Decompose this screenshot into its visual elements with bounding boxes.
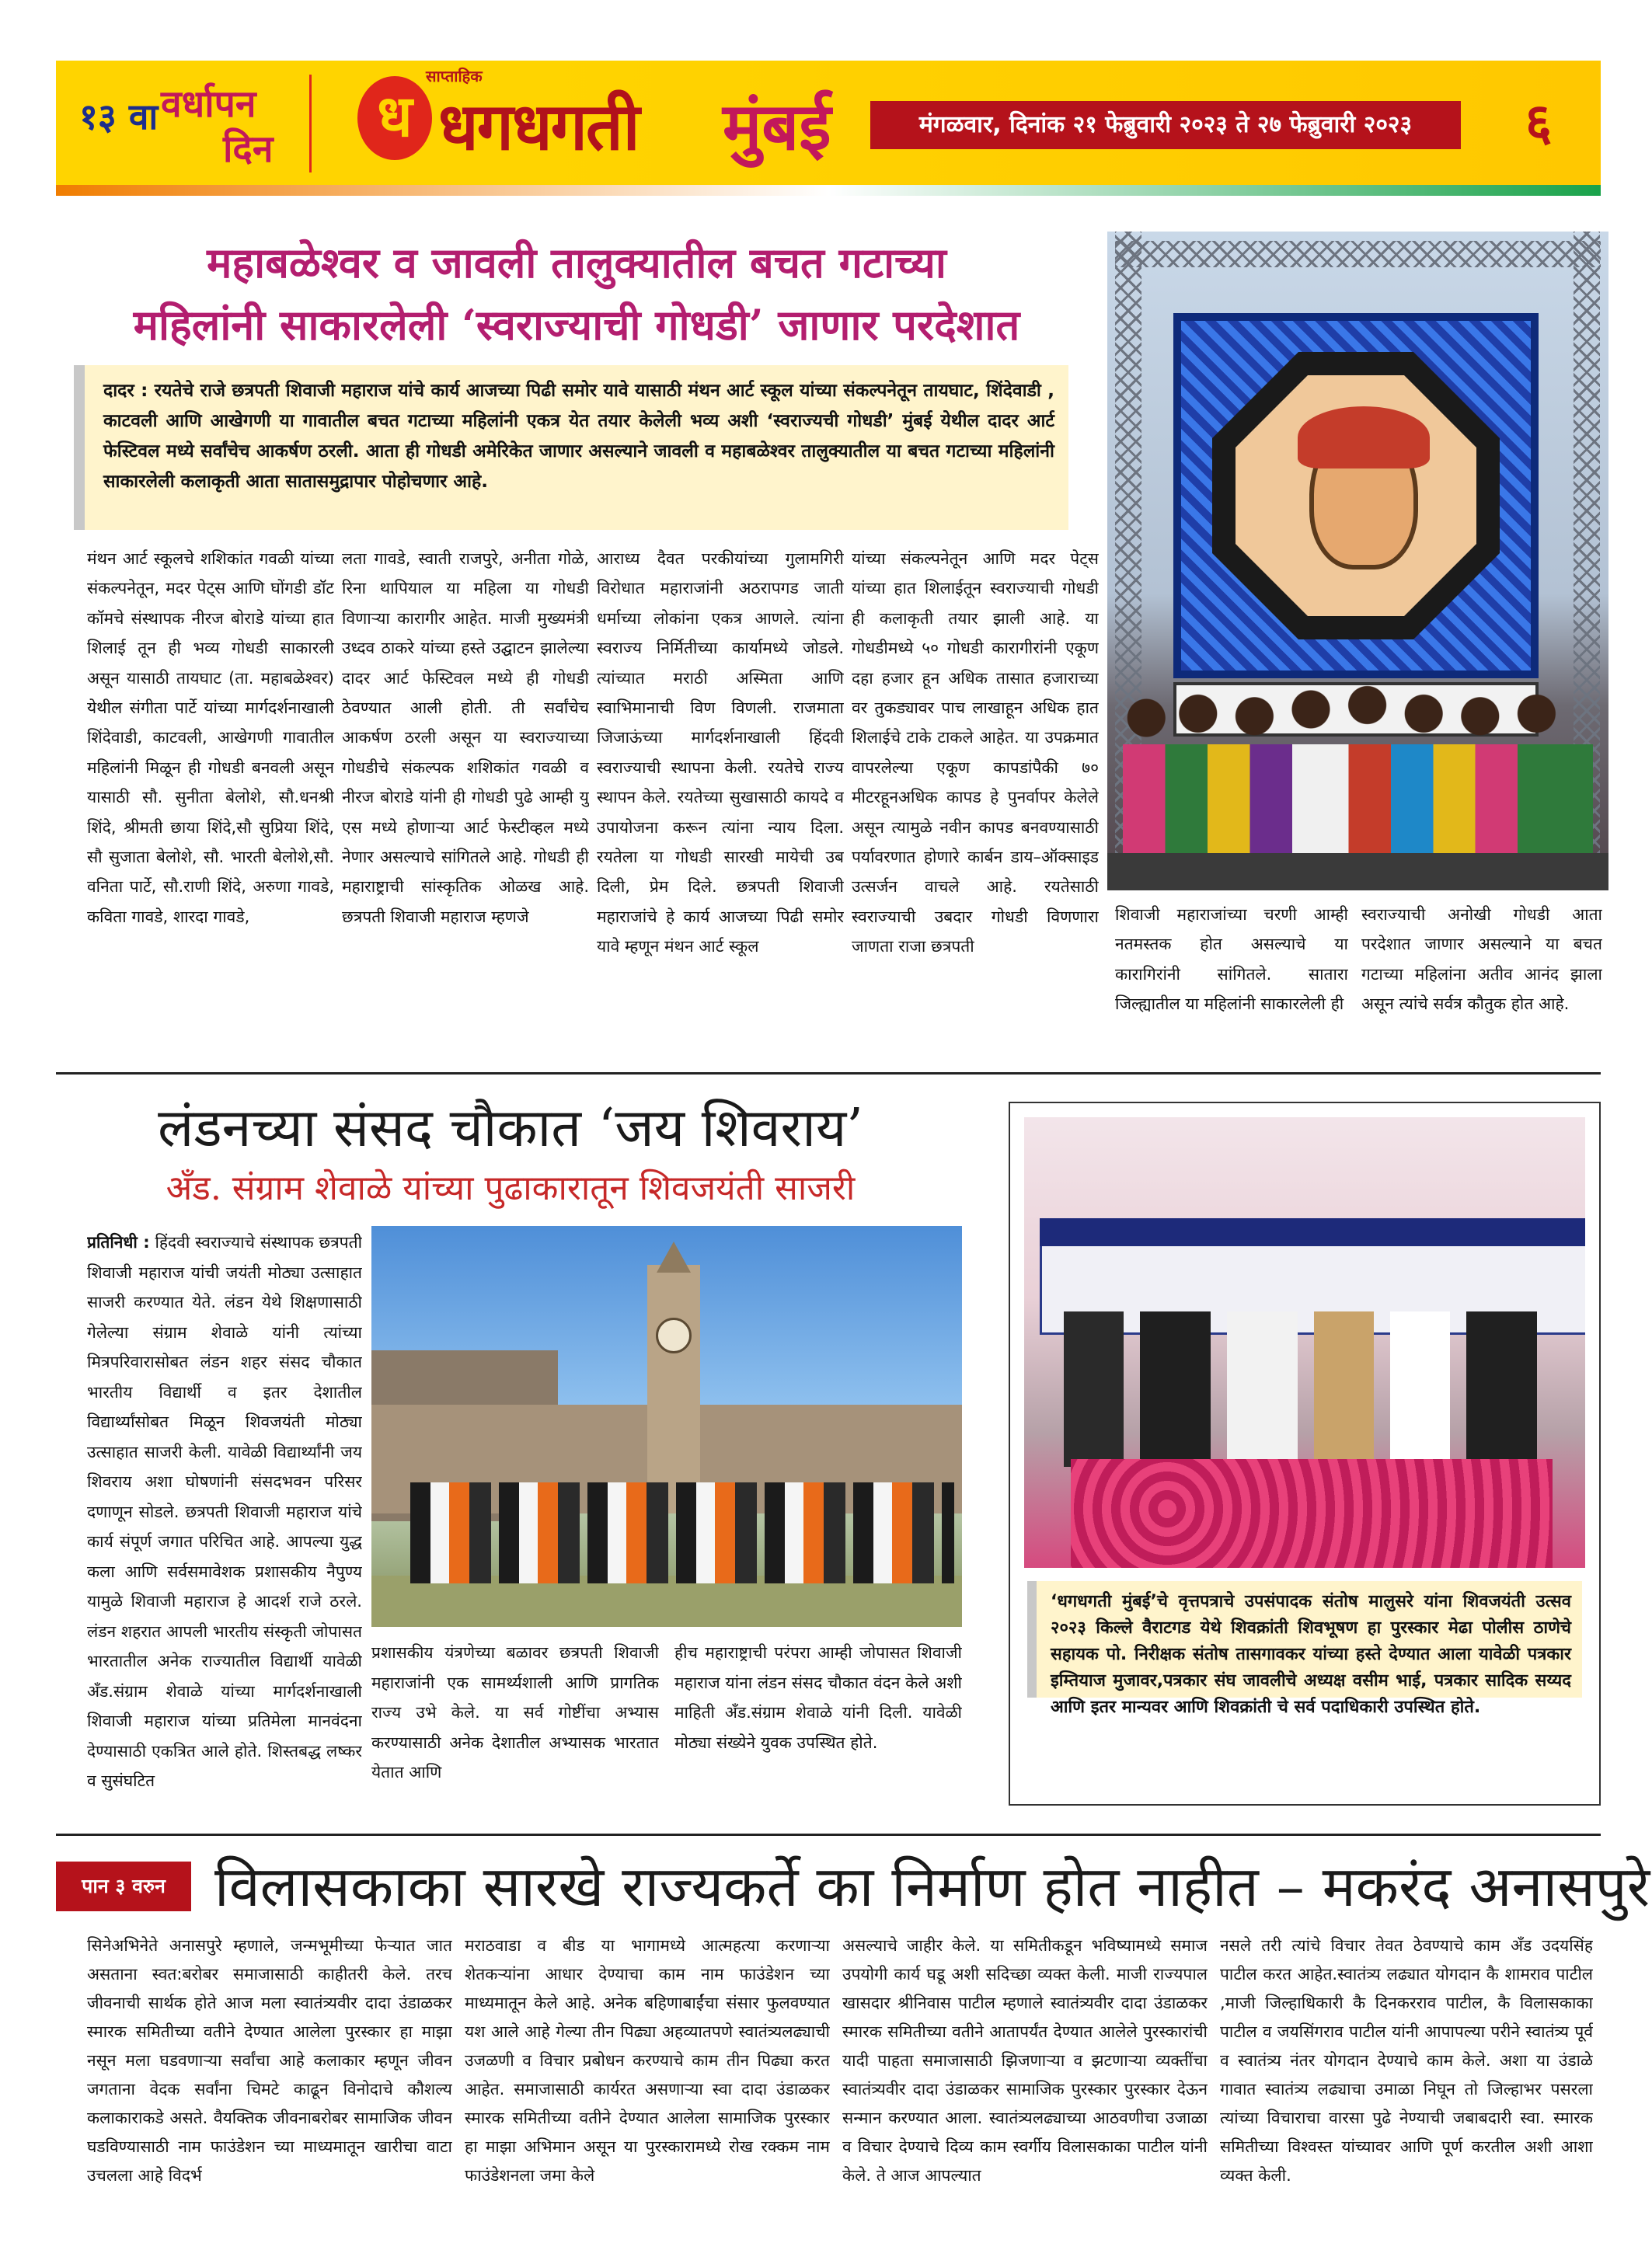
story1-intro: दादर : रयतेचे राजे छत्रपती शिवाजी महाराज यांचे कार्य आजच्या पिढी समोर यावे यासाठी मंथन आर्ट स्कूल यांच्या संकल्पनेतून तायघाट, शिंदेवाडी , काटवली आणि आखेगणी या गावातील बचत गटाच्या महिलांनी एकत्र येत तयार केलेली भव्य अशी ‘स्वराज्यची गोधडी’ मुंबई येथील दादर आर्ट फेस्टिवल मध्ये सर्वांचेच आकर्षण ठरली. आता ही गोधडी अमेरिकेत जाणार असल्याने जावली व महाबळेश्वर तालुक्यातील या बचत गटाच्या महिलांनी साकारलेली कलाकृती आता सातासमुद्रापार पोहोचणार आहे.: [74, 365, 1068, 530]
logo-city: मुंबई: [723, 88, 831, 165]
section-divider: [56, 1072, 1601, 1075]
logo-tagline: साप्ताहिक: [426, 67, 483, 85]
anniversary-number: १३ वा: [79, 96, 159, 138]
stage-floor: [1107, 853, 1608, 890]
story1-headline: [56, 232, 1097, 356]
continued-tag: पान ३ वरुन: [56, 1862, 191, 1911]
quilt-octagon: [1212, 352, 1500, 639]
big-ben-tower: [647, 1265, 700, 1513]
story1-column-2: लता गावडे, स्वाती राजपुरे, अनीता गोळे, रिना थापियाल या महिला या गोधडी विणाऱ्या कारागीर आहेत. माजी मुख्यमंत्री उध्दव ठाकरे यांच्या हस्ते उद्घाटन झालेल्या दादर आर्ट फेस्टिवल मध्ये ही गोधडी ठेवण्यात आली होती. ती सर्वांचेच आकर्षण ठरली असून या स्वराज्याच्या गोधडीचे संकल्पक शशिकांत गवळी व नीरज बोराडे यांनी ही गोधडी पुढे आम्ही यु एस मध्ये होणाऱ्या आर्ट फेस्टीव्हल मध्ये नेणार असल्याचे सांगितले आहे. गोधडी ही महाराष्ट्राची सांस्कृतिक ओळख आहे. छत्रपती शिवाजी महाराज म्हणजे: [342, 549, 589, 926]
masthead-divider: [309, 75, 312, 172]
tower-spire: [657, 1242, 691, 1273]
story2-headline: लंडनच्या संसद चौकात ‘जय शिवराय’: [158, 1098, 863, 1159]
story3-column-3: असल्याचे जाहीर केले. या समितीकडून भविष्यामध्ये समाज उपयोगी कार्य घडू अशी सदिच्छा व्यक्त केली. माजी राज्यपाल खासदार श्रीनिवास पाटील म्हणाले स्वातंत्र्यवीर दादा उंडाळकर स्मारक समितीच्या वतीने आतापर्यंत देण्यात आलेले पुरस्कारांची यादी पाहता समाजासाठी झिजणाऱ्या व झटणाऱ्या व्यक्तींचा स्वातंत्र्यवीर दादा उंडाळकर सामाजिक पुरस्कार पुरस्कार देऊन सन्मान करण्यात आला. स्वातंत्र्यलढ्याच्या आठवणीचा उजाळा व विचार देण्याचे दिव्य काम स्वर्गीय विलासकाका पाटील यांनी केले. ते आज आपल्यात: [842, 1936, 1208, 2185]
story3-headline: विलासकाका सारखे राज्यकर्ते का निर्माण होत नाहीत – मकरंद अनासपुरे: [214, 1854, 1650, 1919]
newspaper-logo: [357, 65, 855, 179]
story1-tail-column-2: स्वराज्याची अनोखी गोधडी आता परदेशात जाणार असल्याने या बचत गटाच्या महिलांना अतीव आनंद झाला असून त्यांचे सर्वत्र कौतुक होत आहे.: [1361, 905, 1602, 1014]
anniversary-badge: [71, 75, 305, 174]
story1-column-1: मंथन आर्ट स्कूलचे शशिकांत गवळी यांच्या संकल्पनेतून, मदर पेट्स आणि घोंगडी डॉट कॉमचे संस्थापक नीरज बोराडे यांच्या हात शिलाई तून ही भव्य गोधडी साकारली असून यासाठी तायघाट (ता. महाबळेश्वर) येथील संगीता पार्टे यांच्या मार्गदर्शनाखाली शिंदेवाडी, काटवली, आखेगणी गावातील महिलांनी मिळून ही गोधडी बनवली असून यासाठी सौ. सुनीता बेलोशे, सौ.धनश्री शिंदे, श्रीमती छाया शिंदे,सौ सुप्रिया शिंदे, सौ सुजाता बेलोशे, सौ. भारती बेलोशे,सौ. वनिता पार्टे, सौ.राणी शिंदे, अरुणा गावडे, कविता गावडे, शारदा गावडे,: [87, 549, 334, 926]
story2-subheadline: अँड. संग्राम शेवाळे यांच्या पुढाकारातून शिवजयंती साजरी: [166, 1169, 856, 1208]
women-group-heads: [1123, 667, 1593, 752]
banner-title-strip: [1040, 1218, 1585, 1246]
story1-column-3: आराध्य दैवत परकीयांच्या गुलामगिरी विरोधात महाराजांनी अठरापगड जाती धर्माच्या लोकांना एकत्र आणले. त्यांना स्वराज्य निर्मितीच्या कार्यामध्ये जोडले. त्यांच्यात मराठी अस्मिता आणि स्वाभिमानाची विण विणली. राजमाता जिजाऊंच्या मार्गदर्शनाखाली हिंदवी स्वराज्याची स्थापना केली. रयतेचे राज्य स्थापन केले. रयतेच्या सुखासाठी कायदे व उपायोजना करून त्यांना न्याय दिला. रयतेला या गोधडी सारखी मायेची उब दिली, प्रेम दिले. छत्रपती शिवाजी महाराजांचे हे कार्य आजच्या पिढी समोर यावे म्हणून मंथन आर्ट स्कूल: [597, 549, 844, 956]
story3-column-1: सिनेअभिनेते अनासपुरे म्हणाले, जन्मभूमीच्या फेऱ्यात जात असताना स्वत:बरोबर समाजासाठी काहीतरी केले. तरच जीवनाची सार्थक होते आज मला स्वातंत्र्यवीर दादा उंडाळकर स्मारक समितीच्या वतीने देण्यात आलेला पुरस्कार हा माझा नसून मला घडवणाऱ्या सर्वांचा आहे कलाकार म्हणून जीवन जगताना वेदक सर्वांना चिमटे काढून विनोदाचे कौशल्य कलाकाराकडे असते. वैयक्तिक जीवनाबरोबर सामाजिक जीवन घडविण्यासाठी नाम फाउंडेशन च्या माध्यमातून खारीचा वाटा उचलला आहे विदर्भ: [87, 1936, 452, 2185]
story1-column-4: यांच्या संकल्पनेतून आणि मदर पेट्स यांच्या हात शिलाईतून स्वराज्याची गोधडी ही कलाकृती तयार झाली आहे. या गोधडीमध्ये ५० गोधडी कारागीरांनी एकूण दहा हजार हून अधिक तासात हजाराच्या वर तुकड्यावर पाच लाखाहून अधिक हात शिलाईचे टाके टाकले आहेत. या उपक्रमात वापरलेल्या एकूण कापडांपैकी ७० मीटरहूनअधिक कापड हे पुनर्वापर केलेले असून त्यामुळे नवीन कापड बनवण्यासाठी पर्यावरणात होणारे कार्बन डाय–ऑक्साइड उत्सर्जन वाचले आहे. रयतेसाठी स्वराज्याची उबदार गोधडी विणणारा जाणता राजा छत्रपती: [852, 549, 1099, 956]
award-caption: ‘धगधगती मुंबई’चे वृत्तपत्राचे उपसंपादक संतोष मालुसरे यांना शिवजयंती उत्सव २०२३ किल्ले वैराटगड येथे शिवक्रांती शिवभूषण हा पुरस्कार मेढा पोलीस ठाणेचे सहायक पो. निरीक्षक संतोष तासगावकर यांच्या हस्ते देण्यात आला यावेळी पत्रकार इम्तियाज मुजावर,पत्रकार संघ जावलीचे अध्यक्ष वसीम भाई, पत्रकार सादिक सय्यद आणि इतर मान्यवर आणि शिवक्रांती चे सर्व पदाधिकारी उपस्थित होते.: [1027, 1581, 1582, 1698]
issue-date: मंगळवार, दिनांक २१ फेब्रुवारी २०२३ ते २७ फेब्रुवारी २०२३: [870, 101, 1461, 149]
story2-column-2: प्रशासकीय यंत्रणेच्या बळावर छत्रपती शिवाजी महाराजांनी एक सामर्थ्यशाली आणि प्रागतिक राज्य उभे केले. या सर्व गोष्टींचा अभ्यास करण्यासाठी अनेक देशातील अभ्यासक भारतात येतात आणि: [371, 1643, 659, 1782]
story1-tail-column-1: शिवाजी महाराजांच्या चरणी आम्ही नतमस्तक होत असल्याचे या कारागिरांनी सांगितले. सातारा जिल्ह्यातील या महिलांनी साकारलेली ही: [1115, 905, 1348, 1014]
women-group-sarees: [1123, 744, 1593, 861]
swarajya-quilt: [1173, 313, 1539, 678]
stage-truss-top: [1115, 241, 1601, 267]
clock-icon: [656, 1318, 692, 1353]
story2-dateline: प्रतिनिधी :: [87, 1233, 150, 1252]
floral-table-cloth: [1071, 1459, 1553, 1568]
logo-letter-badge: ध: [357, 76, 432, 160]
quilt-portrait-panel: [1236, 375, 1476, 616]
story2-column-3: हीच महाराष्ट्राची परंपरा आम्ही जोपासत शिवाजी महाराज यांना लंडन संसद चौकात वंदन केले अशी माहिती अँड.संग्राम शेवाळे यांनी दिली. यावेळी मोठ्या संख्येने युवक उपस्थित होते.: [674, 1643, 962, 1752]
quilt-exhibition-photo: [1107, 232, 1608, 890]
story1-headline-line2: महिलांनी साकारलेली ‘स्वराज्याची गोधडी’ जाणार परदेशात: [133, 300, 1020, 350]
section-divider-2: [56, 1834, 1601, 1836]
tricolor-stripe: [56, 185, 1601, 196]
logo-name: धगधगती: [438, 88, 639, 165]
students-group: [410, 1482, 954, 1583]
story2-column-1: [87, 1228, 362, 1818]
story3-column-2: मराठवाडा व बीड या भागामध्ये आत्महत्या करणाऱ्या शेतकऱ्यांना आधार देण्याचा काम नाम फाउंडेशन च्या माध्यमातून केले आहे. अनेक बहिणाबाईंचा संसार फुलवण्यात यश आले आहे गेल्या तीन पिढ्या अहव्यातपणे स्वातंत्र्यलढ्याची उजळणी व विचार प्रबोधन करण्याचे काम तीन पिढ्या करत आहेत. समाजासाठी कार्यरत असणाऱ्या स्वा दादा उंडाळकर स्मारक समितीच्या वतीने देण्यात आलेला सामाजिक पुरस्कार हा माझा अभिमान असून या पुरस्कारामध्ये रोख रक्कम नाम फाउंडेशनला जमा केले: [465, 1936, 830, 2185]
london-parliament-photo: [371, 1226, 962, 1627]
award-ceremony-photo: [1024, 1117, 1585, 1568]
story2-body: हिंदवी स्वराज्याचे संस्थापक छत्रपती शिवाजी महाराज यांची जयंती मोठ्या उत्साहात साजरी करण्यात येते. लंडन येथे शिक्षणासाठी गेलेल्या संग्राम शेवाळे यांनी त्यांच्या मित्रपरिवारासोबत लंडन शहर संसद चौकात भारतीय विद्यार्थी व इतर देशातील विद्यार्थ्यांसोबत मिळून शिवजयंती मोठ्या उत्साहात साजरी केली. यावेळी विद्यार्थ्यांनी जय शिवराय अशा घोषणांनी संसदभवन परिसर दणाणून सोडले. छत्रपती शिवाजी महाराज यांचे कार्य संपूर्ण जगात परिचित आहे. आपल्या युद्ध कला आणि सर्वसमावेशक प्रशासकीय नैपुण्य यामुळे शिवाजी महाराज हे आदर्श राजे ठरले. लंडन शहरात आपली भारतीय संस्कृती जोपासत भारतातील अनेक राज्यातील विद्यार्थी यावेळी अँड.संग्राम शेवाळे यांच्या मार्गदर्शनाखाली शिवाजी महाराज यांच्या प्रतिमेला मानवंदना देण्यासाठी एकत्रित आले होते. शिस्तबद्ध लष्कर व सुसंघटित: [87, 1233, 362, 1790]
page-number: ६: [1525, 92, 1553, 152]
anniversary-word: वर्धापन: [161, 82, 256, 126]
turban-shape: [1298, 406, 1430, 468]
anniversary-day: दिन: [223, 127, 274, 171]
story1-headline-line1: महाबळेश्वर व जावली तालुक्यातील बचत गटाच्या: [207, 238, 946, 287]
story3-column-4: नसले तरी त्यांचे विचार तेवत ठेवण्याचे काम अँड उदयसिंह पाटील करत आहेत.स्वातंत्र्य लढ्यात योगदान कै शामराव पाटील ,माजी जिल्हाधिकारी कै दिनकरराव पाटील, कै विलासकाका पाटील व जयसिंगराव पाटील यांनी आपापल्या परीने स्वातंत्र्य पूर्व व स्वातंत्र्य नंतर योगदान देण्याचे काम केले. अशा या उंडाळे गावात स्वातंत्र्य लढ्याचा उमाळा निघून तो जिल्हाभर पसरला त्यांच्या विचाराचा वारसा पुढे नेण्याची जबाबदारी स्वा. स्मारक समितीच्या विश्वस्त यांच्यावर आणि पूर्ण करतील अशी आशा व्यक्त केली.: [1220, 1936, 1593, 2185]
award-attendees: [1047, 1311, 1585, 1467]
